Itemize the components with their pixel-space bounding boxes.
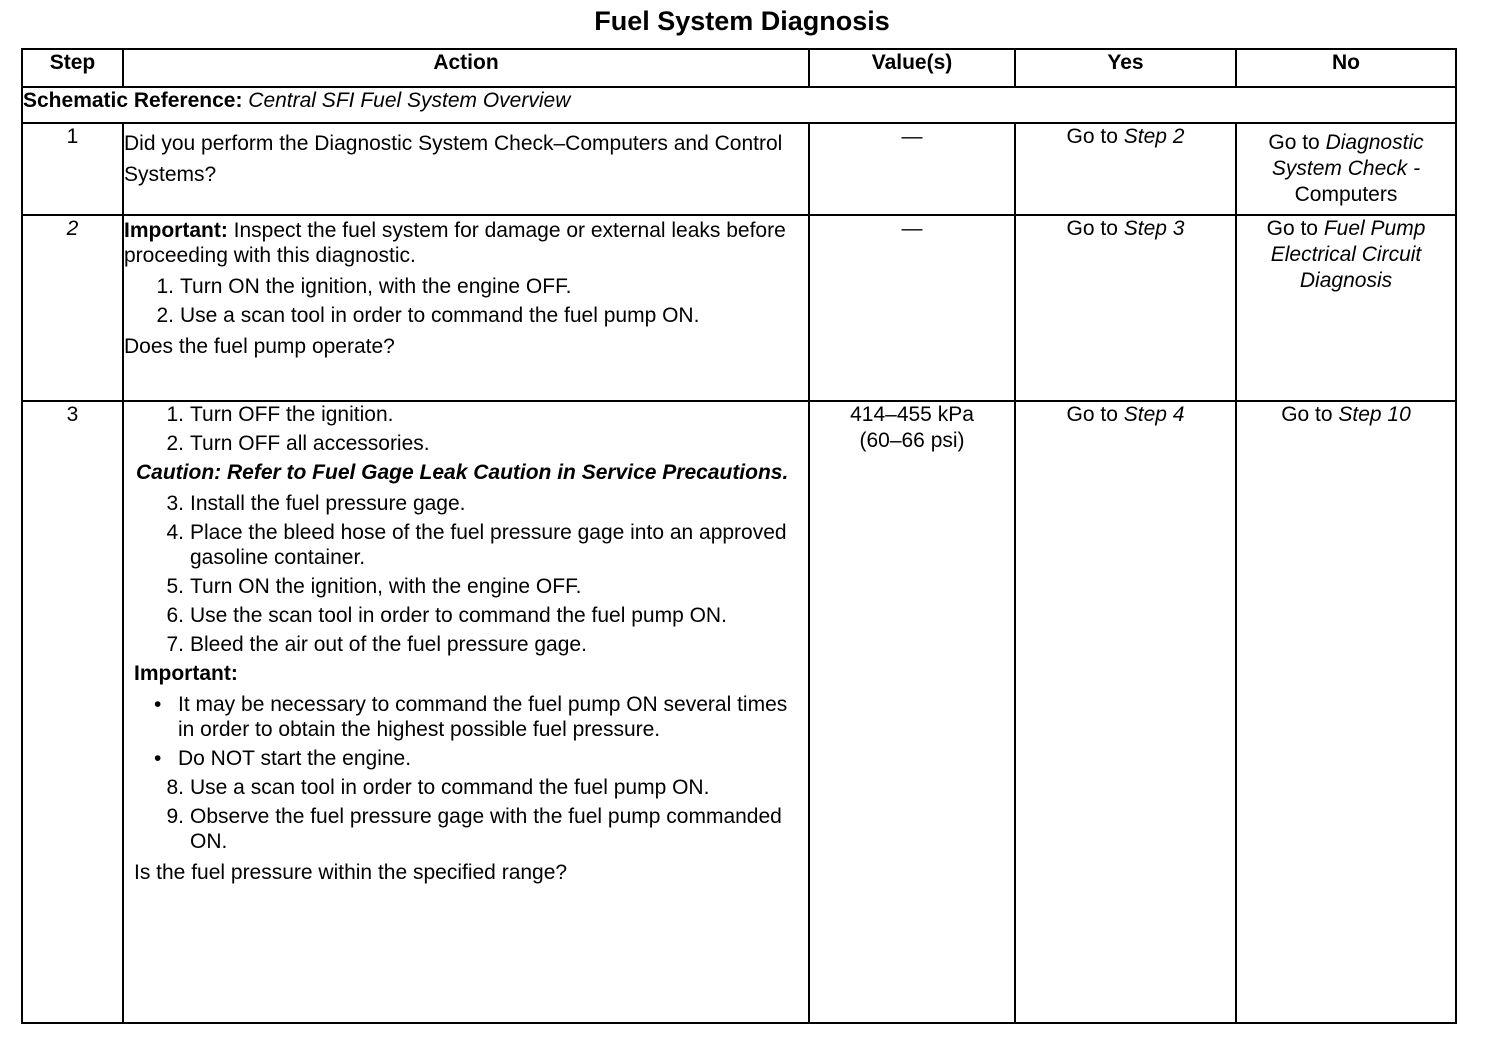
value-psi: (60–66 psi) <box>859 429 965 452</box>
list-item <box>124 274 808 299</box>
yes-prefix: Go to <box>1066 217 1124 240</box>
yes-prefix: Go to <box>1066 403 1124 426</box>
no-cell <box>1236 215 1456 401</box>
list-item <box>134 775 808 800</box>
bullet-icon: • <box>154 693 162 716</box>
no-prefix: Go to <box>1268 131 1326 154</box>
item-text: Use a scan tool in order to command the fuel pump ON. <box>180 304 700 327</box>
no-prefix: Go to <box>1266 217 1324 240</box>
no-link[interactable]: Fuel Pump Electrical Circuit Diagnosis <box>1270 217 1426 292</box>
item-number: 3. <box>166 492 184 515</box>
yes-cell <box>1015 401 1236 1023</box>
yes-cell <box>1015 123 1236 215</box>
list-item <box>134 574 808 599</box>
step-list <box>124 274 808 328</box>
no-suffix: Computers <box>1294 183 1398 206</box>
question-text: Is the fuel pressure within the specified range? <box>134 861 568 884</box>
step-list <box>134 491 808 657</box>
step-list <box>134 402 808 456</box>
item-number: 7. <box>166 633 184 656</box>
yes-link[interactable]: Step 2 <box>1123 125 1185 148</box>
yes-cell <box>1015 215 1236 401</box>
list-item <box>134 632 808 657</box>
value-cell: — <box>809 215 1015 401</box>
important-note <box>124 218 808 268</box>
bullet-item <box>134 692 808 742</box>
schematic-link[interactable]: Central SFI Fuel System Overview <box>248 89 571 112</box>
action-text: Did you perform the Diagnostic System Check–Computers and Control Systems? <box>124 132 783 186</box>
header-action: Action <box>123 49 809 87</box>
table-row <box>22 123 1456 215</box>
table-row <box>22 401 1456 1023</box>
list-item <box>134 402 808 427</box>
list-item <box>134 603 808 628</box>
action-cell <box>123 215 809 401</box>
item-number: 1. <box>166 403 184 426</box>
item-text: Turn OFF all accessories. <box>190 432 430 455</box>
important-text: Inspect the fuel system for damage or external leaks before proceeding with this diagnostic. <box>124 219 786 267</box>
no-prefix: Go to <box>1281 403 1339 426</box>
yes-link[interactable]: Step 4 <box>1123 403 1185 426</box>
item-text: Install the fuel pressure gage. <box>190 492 466 515</box>
item-text: Use a scan tool in order to command the fuel pump ON. <box>190 776 710 799</box>
header-yes: Yes <box>1015 49 1236 87</box>
important-label: Important: <box>134 662 238 685</box>
item-number: 2. <box>156 304 174 327</box>
yes-link[interactable]: Step 3 <box>1123 217 1185 240</box>
list-item <box>134 520 808 570</box>
step-number: 3 <box>22 401 123 1023</box>
bullet-icon: • <box>154 747 162 770</box>
no-cell <box>1236 123 1456 215</box>
item-number: 5. <box>166 575 184 598</box>
caution-note: Caution: Refer to Fuel Gage Leak Caution in Service Precautions. <box>136 461 789 484</box>
list-item <box>134 431 808 456</box>
item-text: It may be necessary to command the fuel pump ON several times in order to obtain the highest possible fuel pressure. <box>178 693 788 741</box>
item-text: Turn ON the ignition, with the engine OFF. <box>190 575 582 598</box>
no-link[interactable]: Diagnostic System Check - <box>1271 131 1424 180</box>
item-text: Turn ON the ignition, with the engine OFF. <box>180 275 572 298</box>
step-number: 1 <box>22 123 123 215</box>
item-text: Use the scan tool in order to command the fuel pump ON. <box>190 604 727 627</box>
header-values: Value(s) <box>809 49 1015 87</box>
step-list <box>134 775 808 854</box>
item-number: 1. <box>156 275 174 298</box>
action-cell <box>123 123 809 215</box>
action-cell <box>123 401 809 1023</box>
item-text: Bleed the air out of the fuel pressure gage. <box>190 633 587 656</box>
header-row <box>22 49 1456 87</box>
value-cell: — <box>809 123 1015 215</box>
list-item <box>124 303 808 328</box>
item-number: 9. <box>166 805 184 828</box>
header-step: Step <box>22 49 123 87</box>
value-cell <box>809 401 1015 1023</box>
table-row <box>22 215 1456 401</box>
question-text: Does the fuel pump operate? <box>124 335 395 358</box>
header-no: No <box>1236 49 1456 87</box>
no-cell <box>1236 401 1456 1023</box>
value-kpa: 414–455 kPa <box>850 403 974 426</box>
item-text: Do NOT start the engine. <box>178 747 412 770</box>
schematic-reference <box>22 87 1456 123</box>
bullet-list <box>134 692 808 771</box>
schematic-label: Schematic Reference: <box>23 89 243 112</box>
item-text: Turn OFF the ignition. <box>190 403 394 426</box>
item-number: 6. <box>166 604 184 627</box>
item-number: 4. <box>166 521 184 544</box>
diagnosis-table <box>21 48 1457 1024</box>
item-text: Place the bleed hose of the fuel pressure gage into an approved gasoline container. <box>190 521 787 569</box>
list-item <box>134 804 808 854</box>
item-number: 2. <box>166 432 184 455</box>
bullet-item <box>134 746 808 771</box>
schematic-row <box>22 87 1456 123</box>
item-number: 8. <box>166 776 184 799</box>
page-title: Fuel System Diagnosis <box>594 6 890 36</box>
yes-prefix: Go to <box>1066 125 1124 148</box>
important-label: Important: <box>124 219 228 242</box>
list-item <box>134 491 808 516</box>
no-link[interactable]: Step 10 <box>1338 403 1411 426</box>
step-number: 2 <box>22 215 123 401</box>
item-text: Observe the fuel pressure gage with the fuel pump commanded ON. <box>190 805 782 853</box>
